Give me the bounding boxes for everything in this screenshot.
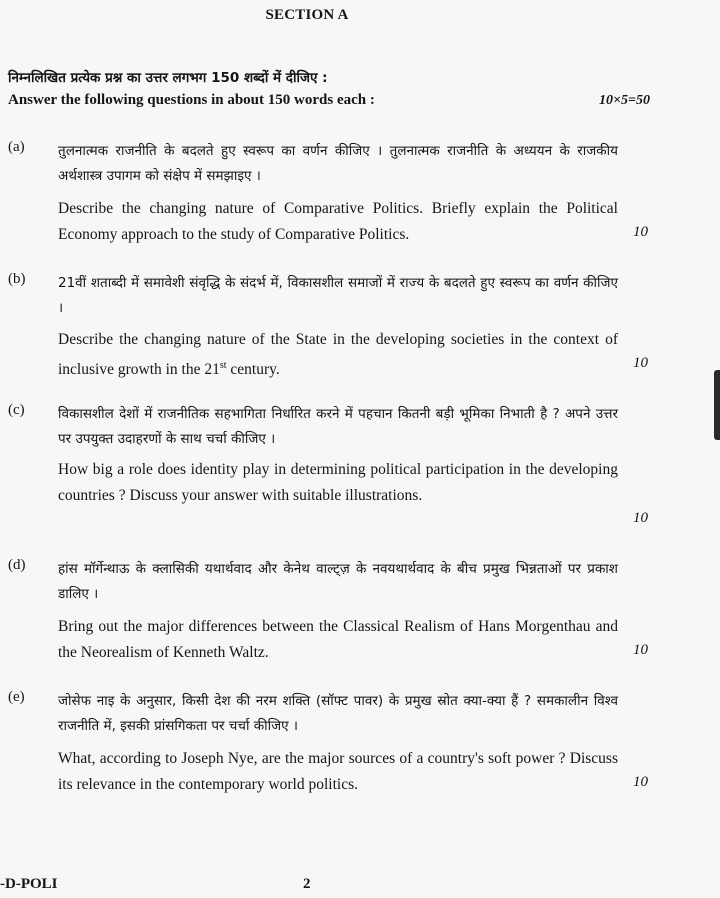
page-number: 2 [303, 876, 311, 892]
question-hindi-text: तुलनात्मक राजनीति के बदलते हुए स्वरूप का वर्णन कीजिए । तुलनात्मक राजनीति के अध्ययन के राजकीय अर्थशास्त्र उपागम को संक्षेप में समझाइए । [58, 143, 618, 184]
english-text-end: century. [226, 361, 280, 379]
question-english-text [58, 327, 618, 383]
question-hindi-text: 21वीं शताब्दी में समावेशी संवृद्धि के संदर्भ में, विकासशील समाजों में राज्य के बदलते हुए स्वरूप का वर्णन कीजिए । [58, 275, 618, 316]
question-label: (c) [8, 402, 25, 418]
paper-code: -D-POLI [0, 876, 58, 892]
question-label: (d) [8, 557, 26, 573]
question-marks: 10 [633, 224, 648, 240]
question-english-text: Describe the changing nature of Comparative Politics. Briefly explain the Political Economy approach to the study of Comparative Politics. [58, 200, 618, 243]
question-label: (b) [8, 271, 26, 287]
question-label: (e) [8, 689, 25, 705]
question-marks: 10 [633, 355, 648, 371]
question-marks: 10 [633, 642, 648, 658]
question-label: (a) [8, 139, 25, 155]
question-marks: 10 [633, 510, 648, 526]
instruction-english: Answer the following questions in about 150 words each : [8, 92, 375, 108]
question-hindi-text: विकासशील देशों में राजनीतिक सहभागिता निर्धारित करने में पहचान कितनी बड़ी भूमिका निभाती है ? अपने उत्तर पर उपयुक्त उदाहरणों के साथ चर्चा कीजिए । [58, 406, 618, 447]
question-marks: 10 [633, 774, 648, 790]
question-english-text: Bring out the major differences between the Classical Realism of Hans Morgenthau and the Neorealism of Kenneth Waltz. [58, 618, 618, 661]
binding-edge-mark [714, 370, 720, 440]
instruction-hindi: निम्नलिखित प्रत्येक प्रश्न का उत्तर लगभग 150 शब्दों में दीजिए : [8, 70, 328, 86]
question-hindi-text: जोसेफ नाइ के अनुसार, किसी देश की नरम शक्ति (सॉफ्ट पावर) के प्रमुख स्रोत क्या-क्या हैं ? समकालीन विश्व राजनीति में, इसकी प्रांसगिकता पर चर्चा कीजिए । [58, 693, 618, 734]
question-english-text: How big a role does identity play in determining political participation in the developing countries ? Discuss your answer with suitable illustrations. [58, 461, 618, 504]
english-text-main: Describe the changing nature of the State in the developing societies in the context of inclusive growth in the 21 [58, 331, 618, 379]
question-english-text: What, according to Joseph Nye, are the major sources of a country's soft power ? Discuss its relevance in the contemporary world politics. [58, 750, 618, 793]
section-title: SECTION A [265, 7, 349, 23]
question-hindi-text: हांस मॉर्गेन्थाऊ के क्लासिकी यथार्थवाद और केनेथ वाल्ट्ज़ के नवयथार्थवाद के बीच प्रमुख भिन्नताओं पर प्रकाश डालिए । [58, 561, 618, 602]
total-marks: 10×5=50 [599, 93, 650, 108]
superscript-ordinal: st [219, 360, 227, 371]
